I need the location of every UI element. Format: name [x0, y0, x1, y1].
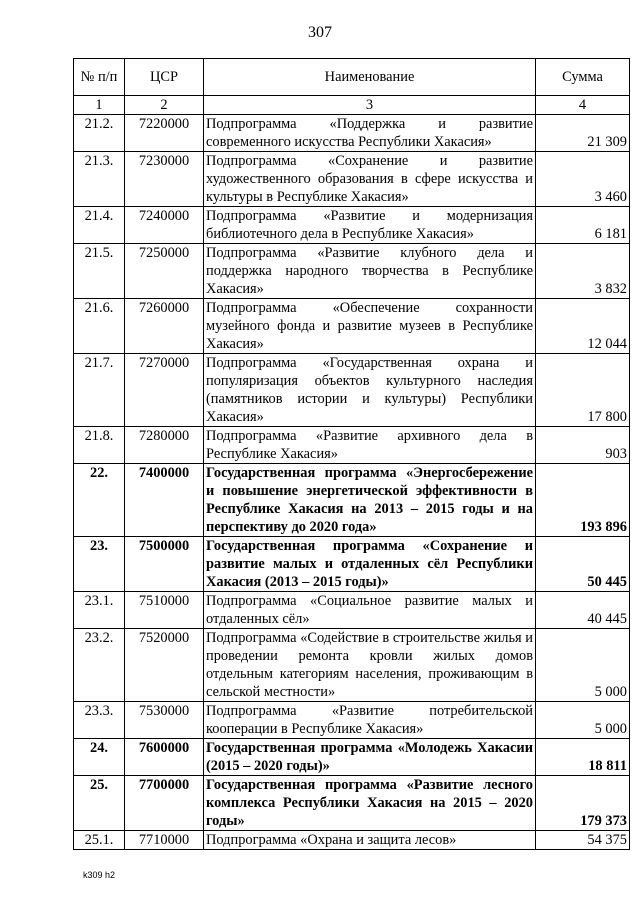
row-csr-code: 7260000 [125, 299, 204, 354]
row-csr-code: 7530000 [125, 702, 204, 739]
table-row [74, 115, 630, 152]
row-csr-code: 7280000 [125, 427, 204, 464]
row-number: 25.1. [74, 831, 125, 850]
header-sum: Сумма [536, 59, 630, 96]
header-csr: ЦСР [125, 59, 204, 96]
column-index: 4 [536, 96, 630, 115]
page-number: 307 [308, 24, 332, 41]
table-row [74, 831, 630, 850]
row-name: Подпрограмма «Обеспечение сохранности музейного фонда и развитие музеев в Республике Хакасия» [204, 299, 536, 354]
row-number: 23.2. [74, 629, 125, 702]
row-sum: 54 375 [536, 831, 630, 850]
row-csr-code: 7240000 [125, 207, 204, 244]
row-number: 24. [74, 739, 125, 776]
row-name: Государственная программа «Молодежь Хакасии (2015 – 2020 годы)» [204, 739, 536, 776]
table-row [74, 152, 630, 207]
row-name: Подпрограмма «Содействие в строительстве жилья и проведении ремонта кровли жилых домов отдельным категориям населения, проживающим в сельской местности» [204, 629, 536, 702]
table-row [74, 244, 630, 299]
row-csr-code: 7220000 [125, 115, 204, 152]
row-name: Государственная программа «Развитие лесного комплекса Республики Хакасия на 2015 – 2020 годы» [204, 776, 536, 831]
header-row [74, 59, 630, 96]
table-row [74, 592, 630, 629]
row-sum: 903 [536, 427, 630, 464]
row-name: Государственная программа «Энергосбережение и повышение энергетической эффективности в Республике Хакасия на 2013 – 2015 годы и на перспективу до 2020 года» [204, 464, 536, 537]
row-csr-code: 7230000 [125, 152, 204, 207]
column-index: 3 [204, 96, 536, 115]
table-row [74, 702, 630, 739]
row-sum: 5 000 [536, 702, 630, 739]
row-number: 22. [74, 464, 125, 537]
row-csr-code: 7270000 [125, 354, 204, 427]
row-csr-code: 7700000 [125, 776, 204, 831]
budget-table [73, 58, 630, 850]
row-number: 23.3. [74, 702, 125, 739]
row-name: Подпрограмма «Поддержка и развитие современного искусства Республики Хакасия» [204, 115, 536, 152]
row-number: 25. [74, 776, 125, 831]
row-csr-code: 7400000 [125, 464, 204, 537]
row-number: 21.7. [74, 354, 125, 427]
header-name: Наименование [204, 59, 536, 96]
row-name: Подпрограмма «Развитие и модернизация библиотечного дела в Республике Хакасия» [204, 207, 536, 244]
row-number: 21.4. [74, 207, 125, 244]
row-number: 21.2. [74, 115, 125, 152]
row-sum: 17 800 [536, 354, 630, 427]
row-name: Подпрограмма «Развитие клубного дела и поддержка народного творчества в Республике Хакасия» [204, 244, 536, 299]
row-csr-code: 7250000 [125, 244, 204, 299]
row-name: Подпрограмма «Развитие потребительской кооперации в Республике Хакасия» [204, 702, 536, 739]
row-sum: 3 832 [536, 244, 630, 299]
row-number: 21.5. [74, 244, 125, 299]
column-index: 2 [125, 96, 204, 115]
row-sum: 40 445 [536, 592, 630, 629]
table-row [74, 776, 630, 831]
row-name: Подпрограмма «Государственная охрана и популяризация объектов культурного наследия (памятников истории и культуры) Республики Хакасия» [204, 354, 536, 427]
row-csr-code: 7510000 [125, 592, 204, 629]
row-sum: 5 000 [536, 629, 630, 702]
table-row [74, 629, 630, 702]
row-number: 21.6. [74, 299, 125, 354]
table-row [74, 354, 630, 427]
table-row [74, 537, 630, 592]
footer-code: k309 h2 [83, 870, 116, 880]
row-name: Подпрограмма «Сохранение и развитие художественного образования в сфере искусства и культуры в Республике Хакасия» [204, 152, 536, 207]
row-sum: 50 445 [536, 537, 630, 592]
row-name: Государственная программа «Сохранение и развитие малых и отдаленных сёл Республики Хакасия (2013 – 2015 годы)» [204, 537, 536, 592]
row-csr-code: 7500000 [125, 537, 204, 592]
row-sum: 193 896 [536, 464, 630, 537]
row-number: 21.3. [74, 152, 125, 207]
column-index-row [74, 96, 630, 115]
row-number: 21.8. [74, 427, 125, 464]
row-sum: 12 044 [536, 299, 630, 354]
row-csr-code: 7710000 [125, 831, 204, 850]
row-name: Подпрограмма «Социальное развитие малых и отдаленных сёл» [204, 592, 536, 629]
table-row [74, 464, 630, 537]
row-sum: 18 811 [536, 739, 630, 776]
row-csr-code: 7600000 [125, 739, 204, 776]
row-name: Подпрограмма «Охрана и защита лесов» [204, 831, 536, 850]
row-sum: 6 181 [536, 207, 630, 244]
column-index: 1 [74, 96, 125, 115]
table-row [74, 427, 630, 464]
row-sum: 21 309 [536, 115, 630, 152]
row-csr-code: 7520000 [125, 629, 204, 702]
row-sum: 179 373 [536, 776, 630, 831]
table-row [74, 207, 630, 244]
row-sum: 3 460 [536, 152, 630, 207]
table-row [74, 739, 630, 776]
table-row [74, 299, 630, 354]
row-name: Подпрограмма «Развитие архивного дела в Республике Хакасия» [204, 427, 536, 464]
row-number: 23.1. [74, 592, 125, 629]
header-num: № п/п [74, 59, 125, 96]
row-number: 23. [74, 537, 125, 592]
